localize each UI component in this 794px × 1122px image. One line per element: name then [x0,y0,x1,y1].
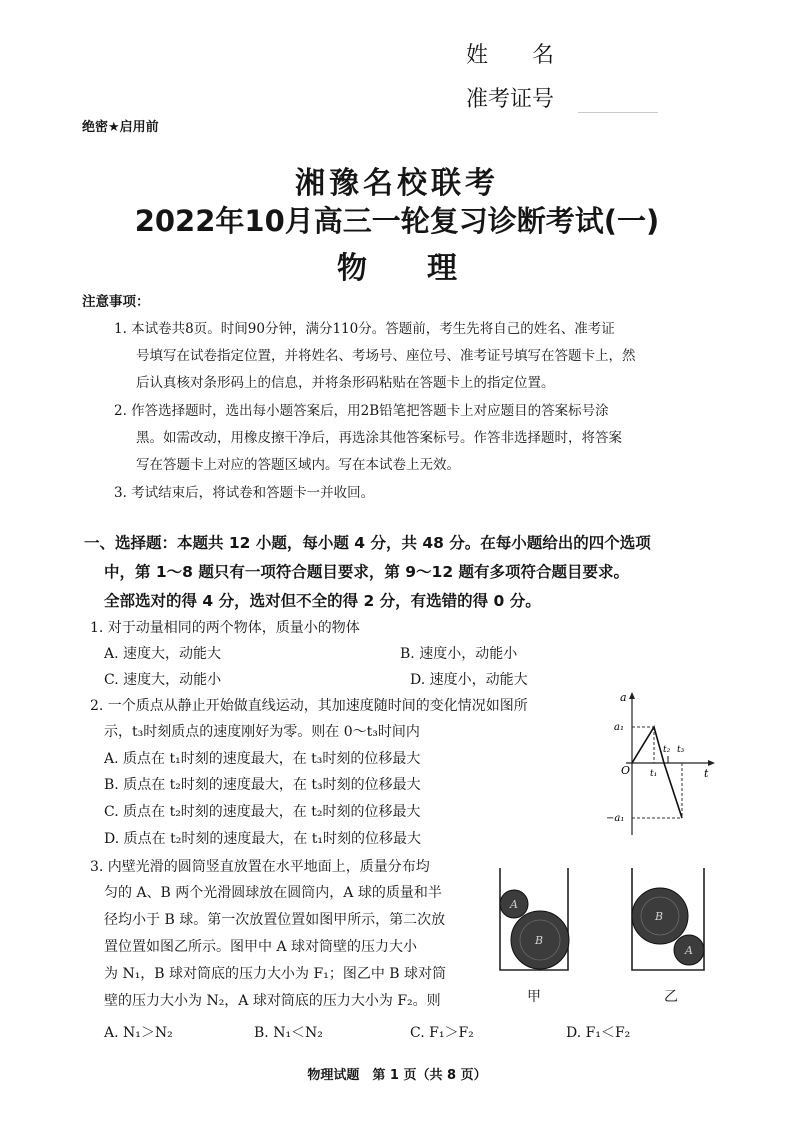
q1-option-b: B. 速度小，动能小 [400,646,518,662]
section-1-heading-line-2: 中，第 1～8 题只有一项符合题目要求，第 9～12 题有多项符合题目要求。 [104,563,630,581]
graph-t-axis-arrow [708,760,715,766]
q2-stem-line-1: 2. 一个质点从静止开始做直线运动，其加速度随时间的变化情况如图所 [90,698,528,714]
ball-a-label: A [510,898,518,911]
note-1-line-2: 号填写在试卷指定位置，并将姓名、考场号、座位号、准考证号填写在答题卡上，然 [136,348,636,364]
ball-b-label: B [535,934,544,947]
q1-option-a: A. 速度大，动能大 [104,646,222,662]
q1-option-d: D. 速度小，动能大 [410,672,528,688]
q2-stem-line-2: 示，t₃时刻质点的速度刚好为零。则在 0～t₃时间内 [104,724,420,740]
q2-option-a: A. 质点在 t₁时刻的速度最大，在 t₃时刻的位移最大 [104,751,421,767]
note-2-line-3: 写在答题卡上对应的答题区域内。写在本试卷上无效。 [136,457,460,473]
q1-option-c: C. 速度大，动能小 [104,672,222,688]
page-footer: 物理试题 第 1 页（共 8 页） [307,1068,487,1083]
q3-option-a: A. N₁＞N₂ [104,1025,173,1041]
graph-label-t: t [704,767,709,780]
graph-label-t2: t₂ [663,745,671,755]
exam-organizer-title: 湘豫名校联考 [295,166,499,201]
secret-mark: 绝密★启用前 [82,120,159,135]
graph-label-t1: t₁ [650,769,658,779]
graph-label-origin: O [621,764,631,777]
q3-option-b: B. N₁＜N₂ [254,1025,323,1041]
subject-title: 物 理 [337,251,457,286]
q2-acceleration-graph [606,690,718,840]
graph-label-a1: a₁ [614,722,624,733]
graph-label-a: a [620,691,627,704]
graph-label-t3: t₃ [677,745,685,755]
note-3: 3. 考试结束后，将试卷和答题卡一并收回。 [114,485,375,501]
q3-stem-line-3: 径均小于 B 球。第一次放置位置如图甲所示，第二次放 [104,912,446,928]
ball-b-label: B [655,910,664,923]
q3-figure-jia [494,866,574,990]
q3-stem-line-5: 为 N₁，B 球对筒底的压力大小为 F₁；图乙中 B 球对筒 [104,966,447,982]
q3-figure-yi [626,866,710,990]
q3-option-d: D. F₁＜F₂ [566,1025,631,1041]
q3-stem-line-6: 壁的压力大小为 N₂，A 球对筒底的压力大小为 F₂。则 [104,993,441,1009]
graph-a-axis-arrow [629,692,635,699]
notes-heading: 注意事项： [82,294,150,310]
q2-option-c: C. 质点在 t₂时刻的速度最大，在 t₂时刻的位移最大 [104,804,421,820]
ball-a-label: A [685,944,693,957]
note-2-line-1: 2. 作答选择题时，选出每小题答案后，用2B铅笔把答题卡上对应题目的答案标号涂 [114,403,609,419]
name-label: 姓 名 [466,43,555,68]
exam-id-underline [578,112,658,113]
q1-stem: 1. 对于动量相同的两个物体，质量小的物体 [90,620,360,636]
exam-id-label: 准考证号 [466,87,555,112]
section-1-heading-line-1: 一、选择题：本题共 12 小题，每小题 4 分，共 48 分。在每小题给出的四个选项 [84,534,651,552]
q2-option-d: D. 质点在 t₂时刻的速度最大，在 t₁时刻的位移最大 [104,831,422,847]
figure-yi-caption: 乙 [664,989,678,1005]
exam-title: 2022年10月高三一轮复习诊断考试(一) [134,204,660,238]
graph-label-neg-a1: −a₁ [606,813,625,824]
q3-stem-line-4: 置位置如图乙所示。图甲中 A 球对筒壁的压力大小 [104,939,418,955]
q2-option-b: B. 质点在 t₂时刻的速度最大，在 t₃时刻的位移最大 [104,777,421,793]
note-1-line-1: 1. 本试卷共8页。时间90分钟，满分110分。答题前，考生先将自己的姓名、准考证 [114,321,615,337]
q3-option-c: C. F₁＞F₂ [410,1025,474,1041]
note-1-line-3: 后认真核对条形码上的信息，并将条形码粘贴在答题卡上的指定位置。 [136,375,555,391]
note-2-line-2: 黑。如需改动，用橡皮擦干净后，再选涂其他答案标号。作答非选择题时，将答案 [136,430,622,446]
section-1-heading-line-3: 全部选对的得 4 分，选对但不全的得 2 分，有选错的得 0 分。 [104,592,541,610]
figure-jia-caption: 甲 [527,989,541,1005]
q3-stem-line-1: 3. 内壁光滑的圆筒竖直放置在水平地面上，质量分布均 [90,859,430,875]
q3-stem-line-2: 匀的 A、B 两个光滑圆球放在圆筒内，A 球的质量和半 [104,885,442,901]
